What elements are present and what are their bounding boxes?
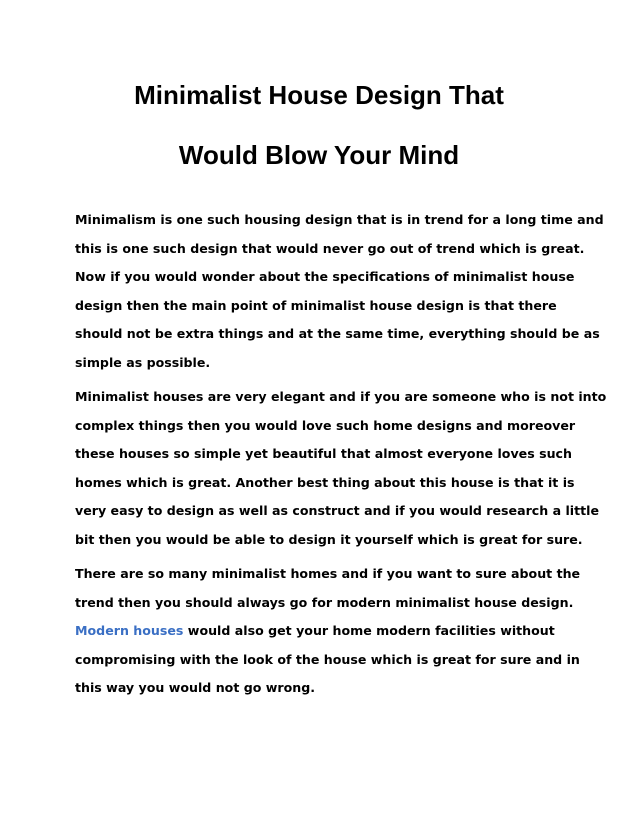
paragraph-line: Now if you would wonder about the specifications of minimalist house (75, 269, 575, 285)
paragraph-3 (75, 560, 581, 703)
paragraph-line: complex things then you would love such home designs and moreover (75, 417, 576, 433)
paragraph-line: Minimalism is one such housing design that is in trend for a long time and (75, 212, 604, 227)
paragraph-2 (75, 383, 607, 555)
paragraph-line: this way you would not go wrong. (75, 680, 316, 696)
modern-houses-link[interactable]: Modern houses (75, 623, 184, 639)
paragraph-line-with-link (75, 617, 575, 646)
paragraph-line: these houses so simple yet beautiful that almost everyone loves such (75, 446, 572, 462)
document-title-line-1: Minimalist House Design That (134, 80, 504, 110)
paragraph-line: Minimalist houses are very elegant and if you are someone who is not into (75, 389, 607, 404)
paragraph-line: design then the main point of minimalist house design is that there (75, 297, 557, 313)
paragraph-line: bit then you would be able to design it yourself which is great for sure. (75, 531, 583, 547)
paragraph-1 (75, 206, 604, 378)
paragraph-line: should not be extra things and at the same time, everything should be as (75, 326, 600, 342)
paragraph-line: compromising with the look of the house which is great for sure and in (75, 651, 580, 667)
document-title-line-2: Would Blow Your Mind (178, 140, 460, 170)
paragraph-line: this is one such design that would never go out of trend which is great. (75, 240, 585, 256)
paragraph-line: very easy to design as well as construct and if you would research a little (75, 503, 600, 519)
paragraph-line: trend then you should always go for modern minimalist house design. (75, 594, 574, 610)
link-line-rest: would also get your home modern facilities without (183, 623, 555, 639)
paragraph-line: simple as possible. (75, 354, 211, 370)
paragraph-line: homes which is great. Another best thing about this house is that it is (75, 474, 575, 490)
paragraph-line: There are so many minimalist homes and if you want to sure about the (75, 566, 581, 581)
